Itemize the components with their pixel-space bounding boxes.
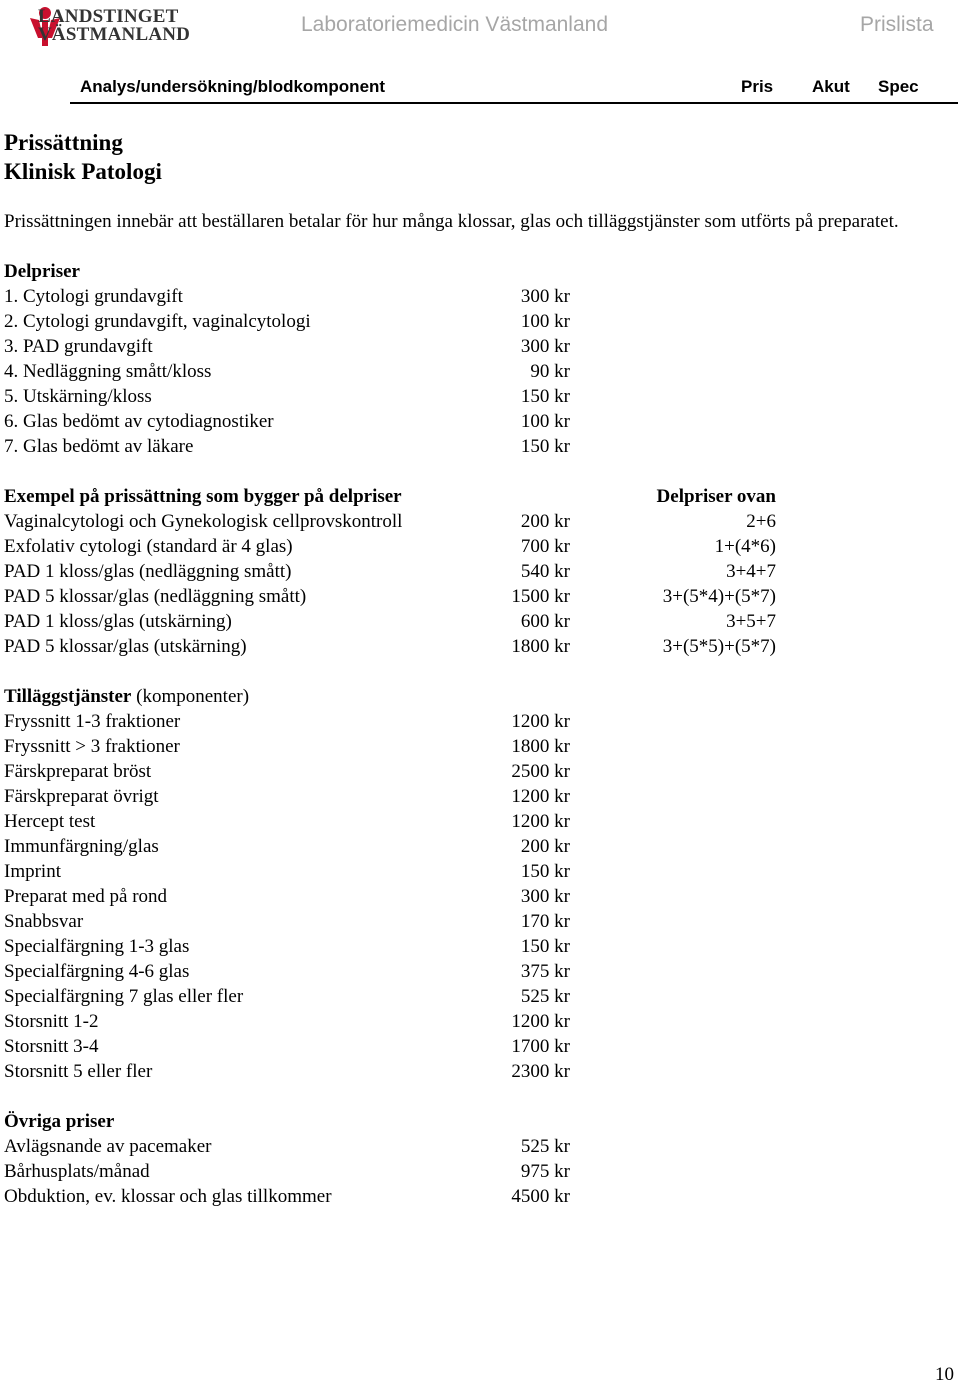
delpriser-section — [4, 259, 944, 459]
list-item — [4, 609, 944, 634]
list-item — [4, 284, 944, 309]
exempel-section — [4, 484, 944, 659]
item-price: 1800 kr — [511, 736, 570, 757]
column-header-analysis: Analys/undersökning/blodkomponent — [80, 77, 386, 96]
list-item — [4, 634, 944, 659]
header-organization: Laboratoriemedicin Västmanland — [301, 13, 609, 36]
list-item — [4, 1009, 944, 1034]
item-price: 1200 kr — [511, 811, 570, 832]
item-price: 170 kr — [520, 911, 570, 932]
item-label: Specialfärgning 4-6 glas — [4, 961, 190, 982]
item-label: 1. Cytologi grundavgift — [4, 286, 183, 307]
item-formula: 1+(4*6) — [714, 536, 776, 557]
item-price: 525 kr — [520, 1136, 570, 1157]
exempel-list — [4, 509, 944, 659]
item-price: 700 kr — [520, 536, 570, 557]
list-item — [4, 1159, 944, 1184]
item-price: 1500 kr — [511, 586, 570, 607]
item-price: 150 kr — [520, 386, 570, 407]
item-label: 3. PAD grundavgift — [4, 336, 153, 357]
item-label: 2. Cytologi grundavgift, vaginalcytologi — [4, 311, 311, 332]
list-item — [4, 709, 944, 734]
item-price: 150 kr — [520, 936, 570, 957]
item-price: 300 kr — [520, 336, 570, 357]
item-label: Hercept test — [4, 811, 96, 832]
list-item — [4, 909, 944, 934]
item-label: Avlägsnande av pacemaker — [4, 1136, 212, 1157]
column-header-pris: Pris — [741, 77, 774, 96]
delpriser-list — [4, 284, 944, 459]
item-label: Preparat med på rond — [4, 886, 168, 907]
item-price: 1700 kr — [511, 1036, 570, 1057]
list-item — [4, 959, 944, 984]
list-item — [4, 384, 944, 409]
list-item — [4, 834, 944, 859]
item-price: 100 kr — [520, 411, 570, 432]
delpriser-heading — [4, 259, 944, 284]
item-label: Specialfärgning 1-3 glas — [4, 936, 190, 957]
section-heading-wrap — [4, 684, 249, 709]
page-content — [4, 128, 944, 1209]
item-label: Snabbsvar — [4, 911, 84, 932]
item-price: 600 kr — [520, 611, 570, 632]
item-price: 150 kr — [520, 861, 570, 882]
logo-line-1: LANDSTINGET — [38, 6, 179, 27]
item-label: Fryssnitt > 3 fraktioner — [4, 736, 180, 757]
list-item — [4, 1059, 944, 1084]
column-header-akut: Akut — [812, 77, 850, 96]
ovriga-section — [4, 1109, 944, 1209]
list-item — [4, 859, 944, 884]
item-label: PAD 5 klossar/glas (nedläggning smått) — [4, 586, 307, 607]
list-item — [4, 1184, 944, 1209]
item-price: 300 kr — [520, 886, 570, 907]
page-number: 10 — [935, 1364, 954, 1385]
item-price: 975 kr — [520, 1161, 570, 1182]
list-item — [4, 759, 944, 784]
item-price: 100 kr — [520, 311, 570, 332]
item-formula: 2+6 — [746, 511, 776, 532]
item-price: 1200 kr — [511, 786, 570, 807]
item-price: 1200 kr — [511, 711, 570, 732]
item-label: Storsnitt 3-4 — [4, 1036, 99, 1057]
page-header — [0, 0, 960, 106]
list-item — [4, 734, 944, 759]
ovriga-list — [4, 1134, 944, 1209]
item-label: 7. Glas bedömt av läkare — [4, 436, 194, 457]
item-price: 4500 kr — [511, 1186, 570, 1207]
item-formula: 3+5+7 — [726, 611, 776, 632]
section-heading: Exempel på prissättning som bygger på delpriser — [4, 486, 402, 507]
ovriga-heading — [4, 1109, 944, 1134]
item-label: Storsnitt 1-2 — [4, 1011, 99, 1032]
list-item — [4, 359, 944, 384]
item-label: Fryssnitt 1-3 fraktioner — [4, 711, 181, 732]
header-document-title: Prislista — [860, 13, 934, 36]
list-item — [4, 1034, 944, 1059]
item-label: Färskpreparat bröst — [4, 761, 152, 782]
list-item — [4, 884, 944, 909]
list-item — [4, 984, 944, 1009]
item-label: Immunfärgning/glas — [4, 836, 159, 857]
list-item — [4, 559, 944, 584]
intro-paragraph: Prissättningen innebär att beställaren betalar för hur många klossar, glas och tilläggstjänster som utförts på preparatet. — [4, 211, 899, 232]
item-label: Specialfärgning 7 glas eller fler — [4, 986, 244, 1007]
item-label: 5. Utskärning/kloss — [4, 386, 152, 407]
item-label: Imprint — [4, 861, 61, 882]
exempel-heading-row — [4, 484, 944, 509]
item-price: 150 kr — [520, 436, 570, 457]
list-item — [4, 584, 944, 609]
list-item — [4, 509, 944, 534]
item-label: PAD 1 kloss/glas (nedläggning smått) — [4, 561, 292, 582]
item-formula: 3+(5*4)+(5*7) — [662, 586, 776, 607]
tillagg-section — [4, 684, 944, 1084]
tillagg-list — [4, 709, 944, 1084]
item-label: PAD 5 klossar/glas (utskärning) — [4, 636, 247, 657]
logo-wordmark — [38, 8, 190, 44]
item-price: 2500 kr — [511, 761, 570, 782]
item-price: 375 kr — [520, 961, 570, 982]
item-label: Obduktion, ev. klossar och glas tillkommer — [4, 1186, 332, 1207]
logo-line-2: VÄSTMANLAND — [38, 24, 191, 45]
item-price: 540 kr — [520, 561, 570, 582]
item-label: 6. Glas bedömt av cytodiagnostiker — [4, 411, 274, 432]
section-heading: Delpriser — [4, 261, 80, 282]
section-heading-suffix: (komponenter) — [131, 686, 250, 707]
list-item — [4, 784, 944, 809]
item-price: 200 kr — [520, 836, 570, 857]
item-price: 1800 kr — [511, 636, 570, 657]
list-item — [4, 534, 944, 559]
column-header-spec: Spec — [878, 77, 919, 96]
header-divider — [70, 102, 958, 104]
item-price: 525 kr — [520, 986, 570, 1007]
item-label: Exfolativ cytologi (standard är 4 glas) — [4, 536, 293, 557]
item-label: Storsnitt 5 eller fler — [4, 1061, 153, 1082]
list-item — [4, 334, 944, 359]
list-item — [4, 1134, 944, 1159]
item-price: 90 kr — [530, 361, 570, 382]
tillagg-heading-row — [4, 684, 944, 709]
item-label: Vaginalcytologi och Gynekologisk cellprovskontroll — [4, 511, 403, 532]
list-item — [4, 409, 944, 434]
item-price: 200 kr — [520, 511, 570, 532]
item-label: Bårhusplats/månad — [4, 1161, 150, 1182]
item-formula: 3+(5*5)+(5*7) — [662, 636, 776, 657]
section-heading: Övriga priser — [4, 1111, 115, 1132]
item-label: PAD 1 kloss/glas (utskärning) — [4, 611, 232, 632]
formula-column-header: Delpriser ovan — [656, 486, 776, 507]
item-label: Färskpreparat övrigt — [4, 786, 159, 807]
item-price: 2300 kr — [511, 1061, 570, 1082]
list-item — [4, 309, 944, 334]
list-item — [4, 434, 944, 459]
list-item — [4, 809, 944, 834]
item-formula: 3+4+7 — [726, 561, 776, 582]
item-price: 300 kr — [520, 286, 570, 307]
item-price: 1200 kr — [511, 1011, 570, 1032]
page-subtitle: Klinisk Patologi — [4, 159, 162, 184]
list-item — [4, 934, 944, 959]
page-title: Prissättning — [4, 130, 123, 155]
item-label: 4. Nedläggning smått/kloss — [4, 361, 212, 382]
section-heading: Tilläggstjänster — [4, 686, 132, 707]
